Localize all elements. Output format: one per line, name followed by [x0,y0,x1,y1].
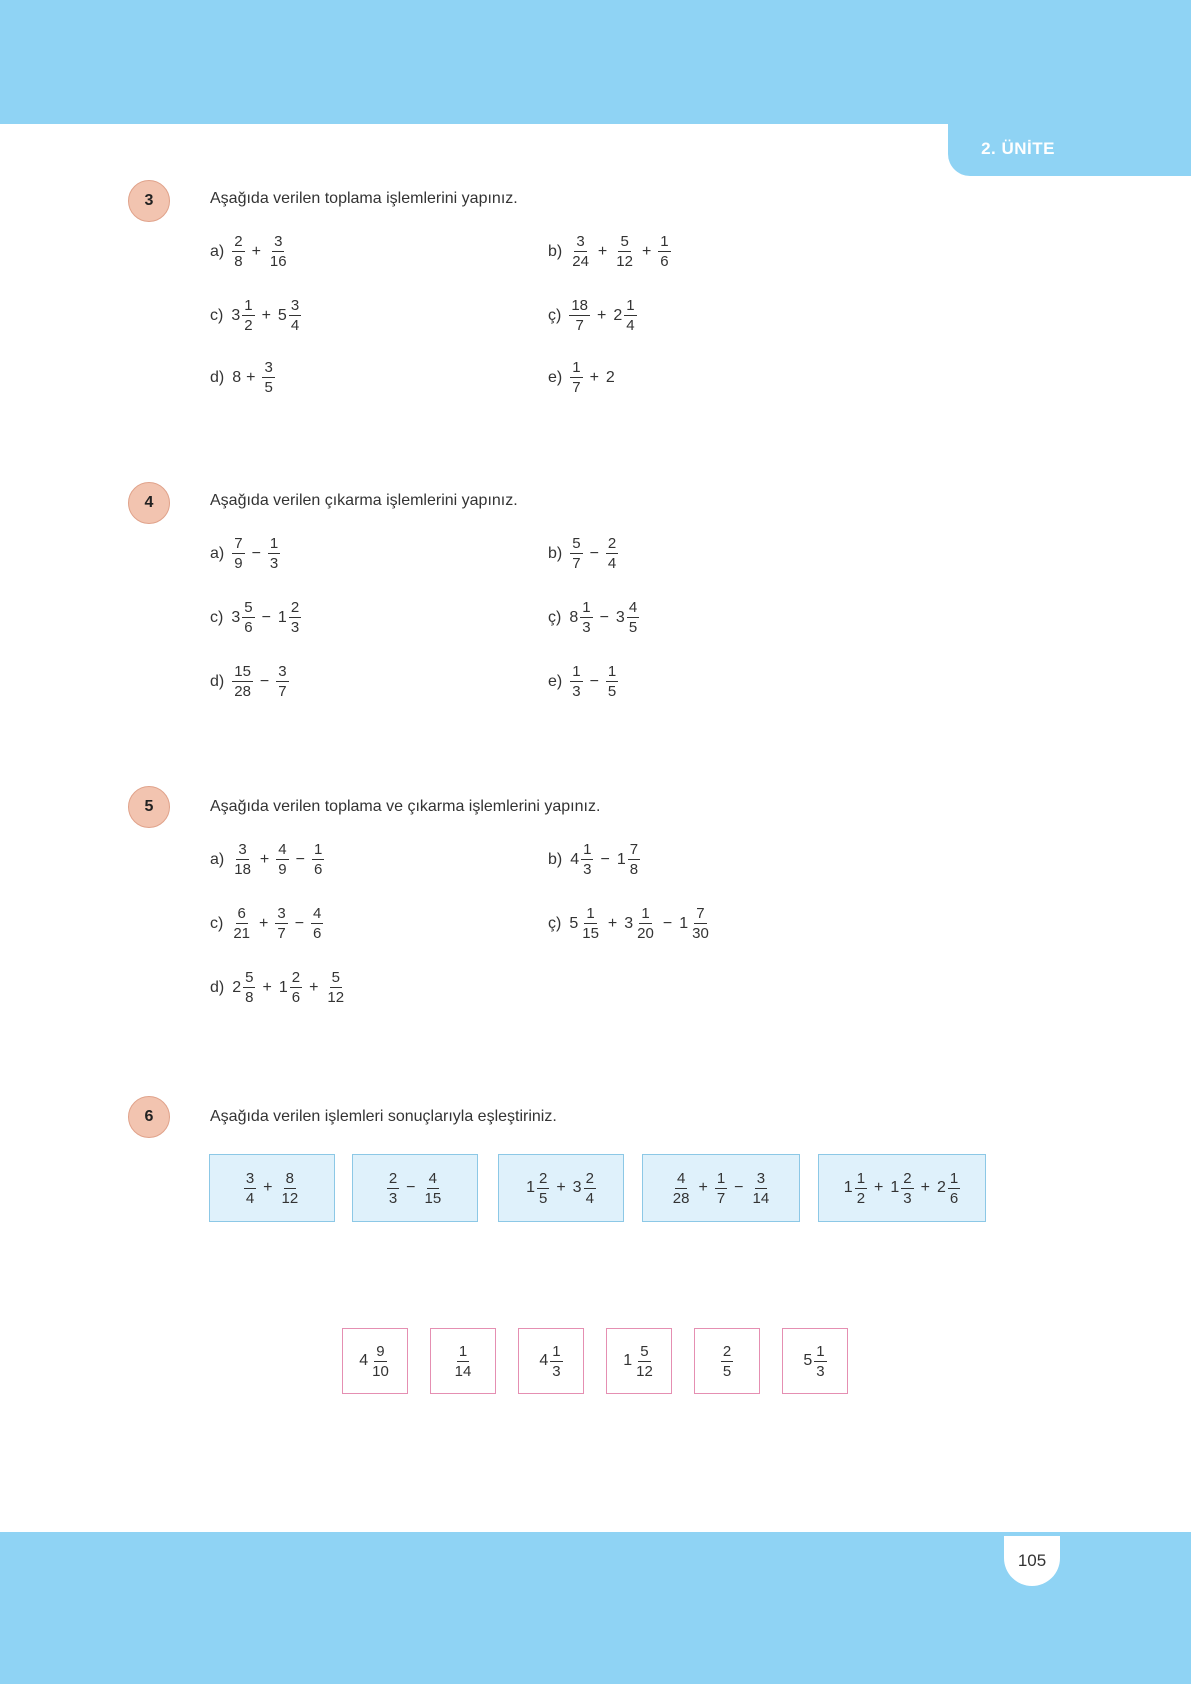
numerator: 3 [245,1169,255,1187]
top-banner [0,0,1191,124]
item-label: a) [210,544,225,562]
fraction [275,906,287,941]
denominator: 5 [628,619,638,636]
denominator: 5 [538,1189,548,1207]
fraction [276,664,288,699]
fraction [453,1344,474,1379]
fraction [628,842,640,877]
numerator: 5 [620,233,629,250]
result-card[interactable] [782,1328,848,1394]
numerator: 1 [269,535,279,552]
operation-card[interactable] [498,1154,624,1222]
fraction [814,1344,826,1379]
fraction [325,970,346,1005]
denominator: 3 [582,619,591,636]
numerator: 4 [313,905,322,922]
numerator: 1 [583,841,592,858]
mixed-whole: 4 [359,1352,369,1369]
denominator: 30 [692,925,709,942]
operator: + [246,368,256,386]
denominator: 2 [244,317,253,334]
fraction [584,1171,596,1206]
numerator: 2 [722,1342,732,1360]
numerator: 7 [696,905,705,922]
numerator: 2 [903,1169,912,1187]
numerator: 1 [313,841,323,858]
denominator: 7 [575,317,584,334]
fraction [690,906,711,941]
denominator: 8 [234,253,243,270]
fraction [635,906,656,941]
numerator: 3 [278,663,287,680]
question-6-badge: 6 [128,1096,170,1138]
fraction [232,664,253,699]
denominator: 10 [372,1362,389,1380]
operator: − [599,608,609,626]
item-label: ç) [548,608,562,626]
mixed-whole: 5 [803,1352,813,1369]
mixed-whole: 5 [569,914,579,932]
denominator: 28 [234,683,251,700]
question-4-badge: 4 [128,482,170,524]
fraction [290,970,302,1005]
operator: − [251,544,261,562]
numerator: 2 [585,1169,594,1187]
denominator: 3 [552,1362,561,1380]
denominator: 14 [454,1362,472,1380]
item-label: ç) [548,914,562,932]
operator: + [259,850,270,868]
operator: + [556,1179,566,1196]
numerator: 3 [264,359,273,376]
numerator: 1 [607,663,617,680]
numerator: 3 [274,233,283,250]
numerator: 4 [278,841,287,858]
fraction [570,536,582,571]
mixed-whole: 1 [843,1179,853,1196]
fraction [580,906,601,941]
operator: + [607,914,618,932]
fraction [243,970,255,1005]
operator: + [589,368,599,386]
mixed-whole: 8 [569,608,579,626]
operator: − [294,914,305,932]
item-label: d) [210,672,225,690]
fraction [715,1171,727,1206]
fraction [311,906,323,941]
operator: − [406,1179,416,1196]
fraction [624,298,636,333]
numerator: 3 [277,905,286,922]
operator: + [251,242,261,260]
mixed-whole: 1 [679,914,689,932]
result-card[interactable] [606,1328,672,1394]
numerator: 1 [660,233,669,250]
numerator: 1 [856,1169,866,1187]
mixed-whole: 4 [539,1352,549,1369]
fraction [570,234,591,269]
fraction [658,234,670,269]
denominator: 6 [291,989,301,1006]
numerator: 1 [572,359,581,376]
denominator: 6 [313,861,323,878]
numerator: 5 [244,599,253,616]
denominator: 6 [313,925,322,942]
fraction [570,360,582,395]
numerator: 1 [949,1169,959,1187]
fraction [634,1344,655,1379]
whole-number: 2 [605,368,615,386]
numerator: 9 [376,1342,385,1360]
question-5-instruction: Aşağıda verilen toplama ve çıkarma işlemlerini yapınız. [210,798,601,815]
question-3-badge: 3 [128,180,170,222]
fraction [232,536,244,571]
denominator: 6 [244,619,253,636]
numerator: 4 [676,1169,686,1187]
numerator: 1 [552,1342,561,1360]
mixed-whole: 1 [278,978,288,996]
denominator: 5 [607,683,617,700]
operator: + [874,1179,884,1196]
operator: − [259,672,270,690]
denominator: 4 [607,555,617,572]
operator: − [600,850,610,868]
numerator: 2 [388,1169,398,1187]
q4-item-e [548,664,620,699]
q4-item-a [210,536,282,571]
fraction [606,664,618,699]
denominator: 24 [572,253,589,270]
q5-item-b [548,842,642,877]
q3-item-d [210,360,277,395]
fraction [948,1171,960,1206]
q5-item-a [210,842,326,877]
q3-item-e [548,360,615,395]
fraction [268,536,280,571]
fraction [289,600,301,635]
mixed-whole: 2 [613,306,623,324]
denominator: 8 [629,861,639,878]
mixed-whole: 5 [277,306,287,324]
denominator: 3 [583,861,592,878]
denominator: 20 [637,925,654,942]
q4-item-d [210,664,291,699]
denominator: 16 [269,253,287,270]
numerator: 1 [458,1342,468,1360]
numerator: 5 [640,1342,649,1360]
operator: − [734,1179,744,1196]
q3-item-c [210,298,303,333]
fraction [855,1171,867,1206]
fraction [671,1171,692,1206]
numerator: 1 [586,905,595,922]
operator: − [662,914,673,932]
operation-card[interactable] [209,1154,335,1222]
numerator: 2 [538,1169,548,1187]
denominator: 3 [388,1189,398,1207]
q5-item-cedilla [548,906,713,941]
q4-item-cedilla [548,600,641,635]
operator: − [589,672,599,690]
numerator: 5 [331,969,340,986]
unit-label: 2. ÜNİTE [981,139,1055,158]
fraction [312,842,324,877]
denominator: 6 [660,253,669,270]
denominator: 12 [636,1362,653,1380]
operator: + [597,306,607,324]
denominator: 14 [752,1189,770,1207]
numerator: 1 [716,1169,726,1187]
mixed-whole: 2 [936,1179,946,1196]
q4-item-c [210,600,303,635]
q5-item-d [210,970,348,1005]
operator: + [259,914,269,932]
numerator: 1 [816,1342,825,1360]
operation-card[interactable] [352,1154,478,1222]
numerator: 2 [607,535,617,552]
item-label: b) [548,544,563,562]
denominator: 3 [903,1189,912,1207]
numerator: 2 [234,233,243,250]
numerator: 3 [290,297,300,314]
numerator: 3 [756,1169,766,1187]
result-card[interactable] [694,1328,760,1394]
denominator: 4 [626,317,635,334]
fraction [901,1171,913,1206]
operator: + [641,242,652,260]
denominator: 2 [856,1189,866,1207]
operator: + [597,242,608,260]
numerator: 5 [572,535,581,552]
numerator: 15 [234,663,251,680]
fraction [280,1171,301,1206]
numerator: 1 [572,663,581,680]
denominator: 7 [278,683,287,700]
fraction [244,1171,256,1206]
result-card[interactable] [342,1328,408,1394]
denominator: 12 [327,989,345,1006]
mixed-whole: 3 [615,608,625,626]
q3-item-cedilla [548,298,639,333]
fraction [370,1344,391,1379]
denominator: 21 [233,925,251,942]
denominator: 18 [234,861,251,878]
fraction [242,600,254,635]
denominator: 3 [269,555,279,572]
denominator: 4 [585,1189,594,1207]
q3-item-b [548,234,673,269]
denominator: 12 [616,253,633,270]
fraction [232,842,253,877]
q4-item-b [548,536,620,571]
numerator: 3 [238,841,247,858]
operator: − [295,850,305,868]
item-label: e) [548,368,563,386]
fraction [581,842,593,877]
numerator: 3 [576,233,585,250]
denominator: 4 [245,1189,255,1207]
item-label: d) [210,978,225,996]
item-label: c) [210,914,224,932]
item-label: ç) [548,306,562,324]
denominator: 7 [277,925,286,942]
result-card[interactable] [430,1328,496,1394]
denominator: 3 [572,683,581,700]
denominator: 7 [572,555,581,572]
item-label: e) [548,672,563,690]
fraction [627,600,639,635]
question-5-badge: 5 [128,786,170,828]
denominator: 9 [234,555,243,572]
denominator: 7 [572,379,581,396]
numerator: 5 [245,969,254,986]
numerator: 4 [428,1169,438,1187]
fraction [289,298,301,333]
numerator: 6 [237,905,246,922]
fraction [751,1171,772,1206]
numerator: 1 [582,599,591,616]
numerator: 4 [628,599,638,616]
denominator: 8 [245,989,254,1006]
fraction [242,298,254,333]
denominator: 9 [278,861,287,878]
fraction [387,1171,399,1206]
operator: + [261,306,271,324]
item-label: d) [210,368,225,386]
numerator: 1 [641,905,650,922]
item-label: a) [210,850,225,868]
operator: + [920,1179,930,1196]
question-6-instruction: Aşağıda verilen işlemleri sonuçlarıyla eşleştiriniz. [210,1108,557,1125]
operator: + [262,978,272,996]
fraction [570,664,582,699]
item-label: a) [210,242,225,260]
fraction [721,1344,733,1379]
item-label: b) [548,242,563,260]
mixed-whole: 2 [232,978,242,996]
operator: − [589,544,599,562]
mixed-whole: 3 [572,1179,582,1196]
fraction [231,906,252,941]
item-label: c) [210,608,224,626]
denominator: 28 [672,1189,690,1207]
operation-card[interactable] [818,1154,986,1222]
numerator: 8 [285,1169,295,1187]
fraction [606,536,618,571]
numerator: 2 [291,969,301,986]
q3-item-a [210,234,291,269]
mixed-whole: 3 [231,306,241,324]
operator: + [263,1179,273,1196]
mixed-whole: 3 [231,608,241,626]
numerator: 1 [244,297,253,314]
mixed-whole: 4 [570,850,580,868]
item-label: b) [548,850,563,868]
operator: + [698,1179,708,1196]
denominator: 3 [290,619,300,636]
numerator: 2 [290,599,300,616]
mixed-whole: 1 [526,1179,535,1196]
numerator: 1 [626,297,635,314]
mixed-whole: 1 [890,1179,900,1196]
fraction [423,1171,444,1206]
result-card[interactable] [518,1328,584,1394]
denominator: 15 [582,925,599,942]
mixed-whole: 1 [623,1352,633,1369]
fraction [550,1344,562,1379]
denominator: 4 [290,317,300,334]
denominator: 5 [722,1362,732,1380]
fraction [580,600,592,635]
item-label: c) [210,306,224,324]
question-4-instruction: Aşağıda verilen çıkarma işlemlerini yapınız. [210,492,518,509]
fraction [537,1171,549,1206]
operator: + [309,978,319,996]
operator: − [261,608,271,626]
denominator: 12 [281,1189,299,1207]
fraction [569,298,590,333]
denominator: 6 [949,1189,959,1207]
q5-item-c [210,906,325,941]
whole-number: 8 [232,368,242,386]
fraction [262,360,274,395]
operation-card[interactable] [642,1154,800,1222]
fraction [268,234,289,269]
mixed-whole: 1 [277,608,287,626]
denominator: 3 [816,1362,825,1380]
mixed-whole: 1 [616,850,626,868]
numerator: 7 [234,535,243,552]
page-number: 105 [1004,1536,1060,1586]
denominator: 15 [424,1189,442,1207]
denominator: 5 [264,379,273,396]
mixed-whole: 3 [624,914,634,932]
numerator: 18 [571,297,589,314]
fraction [232,234,244,269]
fraction [614,234,635,269]
fraction [276,842,288,877]
numerator: 7 [629,841,639,858]
question-3-instruction: Aşağıda verilen toplama işlemlerini yapınız. [210,190,518,207]
denominator: 7 [716,1189,726,1207]
